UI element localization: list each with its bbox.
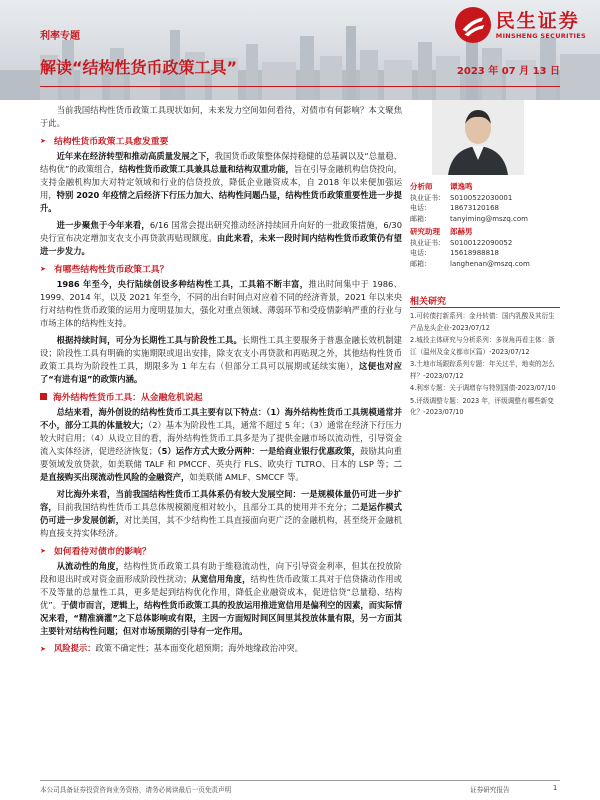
analyst-role-line: 分析师 谭逸鸣 — [410, 182, 473, 191]
analyst-email: 邮箱： langhenan@mszq.com — [410, 259, 530, 268]
related-research-title: 相关研究 — [410, 297, 447, 307]
paragraph: 总结来看，海外创设的结构性货币工具主要有以下特点：（1）海外结构性货币工具规模通常并不小，部分工具的体量较大；（2）基本为阶段性工具，通常不超过 5 年；（3）通常在经济下行压力较大时启用；（4）从设立目的看，海外结构性货币工具多是为了提供金融市场以流动性，引导资金流入实体经济，促进经济恢复；（5）运作方式大致分两种：一是给商业银行优惠政策，鼓励其向重要领域发放贷款，如美联储 TALF 和 PMCCF、英央行 FLS、欧央行 TLTRO、日本的 LSP 等；二是直接购买出现流动性风险的金融资产，如美联储 AMLF、SMCCF 等。 — [40, 407, 402, 482]
report-type: 利率专题 — [40, 31, 80, 42]
section-heading: 海外结构性货币工具：从金融危机说起 — [40, 390, 402, 403]
paragraph: 从流动性的角度，结构性货币政策工具有助于维稳流动性，向下引导资金利率，但其在投放阶段和退出时或对资金面形成阶段性扰动；从宽信用角度，结构性货币政策工具对于信贷撬动作用或不及等量的总量性工具，更多是起到结构优化作用，降低企业融资成本，促进信贷“总量稳、结构优”。于债市而言，逻辑上，结构性货币政策工具的投放运用推进宽信用是偏利空的因素，而实际情况来看，“精准滴灌”之下总体影响或有限，主因一方面短时间区间里其投放体量有限，另一方面其主要针对结构性问题；但对市场预期的引导有一定作用。 — [40, 561, 402, 636]
related-item[interactable]: 5.评级调整专题：2023 年，评级调整有哪些新变化？-2023/07/10 — [410, 396, 554, 416]
page-number: 1 — [553, 784, 558, 792]
related-item[interactable]: 1.可转债打新系列：金丹转债：国内乳酸及其衍生产品龙头企业-2023/07/12 — [410, 312, 555, 332]
minsheng-logo-icon — [454, 6, 492, 44]
section-heading: ➤ 如何看待对债市的影响？ — [40, 546, 151, 557]
arrow-icon: ➤ — [40, 264, 46, 273]
arrow-icon: ➤ — [40, 136, 46, 145]
analyst-photo — [432, 100, 524, 175]
analyst-phone: 电话： 18673120168 — [410, 204, 499, 212]
paragraph: 对比海外来看，当前我国结构性货币工具体系仍有较大发展空间：一是规模体量仍可进一步扩容，目前我国结构性货币工具总体规模额度相对较小，且部分工具的使用并不充分；二是运作模式仍可进一步发展创新，对比美国，其不少结构性工具直接面向更广泛的金融机构，甚至绕开金融机构直接支持实体经济。 — [40, 489, 402, 538]
section-heading: ➤ 结构性货币政策工具愈发重要 — [40, 136, 169, 147]
header-banner — [0, 0, 600, 100]
main-content — [40, 100, 402, 656]
related-divider — [410, 307, 560, 308]
header-divider — [40, 86, 560, 87]
report-date: 2023 年 07 月 13 日 — [456, 66, 560, 77]
paragraph: 近年来在经济转型和推动高质量发展之下，我国货币政策整体保持稳健的总基调以及“总量稳、结构优”的政策组合，结构性货币政策工具兼具总量和结构双重功能，旨在引导金融机构信贷投向，支持金融机构加大对特定领域和行业的信贷投放，降低企业融资成本，自 2018 年以来便加强运用，特别 2020 年疫情之后经济下行压力加大、结构性问题凸显，结构性货币政策重要性进一步提升。 — [40, 151, 402, 213]
analyst-phone: 电话： 15618988818 — [410, 249, 499, 257]
analyst-portrait-icon — [432, 100, 524, 175]
analyst-info — [410, 182, 560, 269]
analyst-role-line: 研究助理 郎赫男 — [410, 227, 473, 236]
page-title: 解读“结构性货币政策工具” — [40, 58, 238, 77]
paragraph: 进一步聚焦于今年来看，6/16 国常会提出研究推动经济持续回升向好的一批政策措施，6/30 央行宣布决定增加支农支小再贷款再贴现额度。由此来看，未来一段时间内结构性货币政策仍有望进一步发力。 — [40, 220, 402, 256]
section-heading: ➤ 有哪些结构性货币政策工具？ — [40, 264, 169, 275]
risk-warning: ➤ 风险提示：政策不确定性；基本面变化超预期；海外地缘政治冲突。 — [40, 642, 402, 656]
footer-divider — [40, 780, 560, 781]
related-research-list — [410, 311, 560, 420]
arrow-icon: ➤ — [40, 546, 46, 555]
analyst-cert: 执业证书： S0100522030001 — [410, 193, 513, 202]
minsheng-logo — [454, 6, 586, 44]
footer-disclaimer: 本公司具备证券投资咨询业务资格，请务必阅读最后一页免责声明 — [40, 786, 232, 794]
logo-chinese-text: 民生证券 — [495, 9, 580, 32]
analyst-cert: 执业证书： S0100122090052 — [410, 238, 513, 247]
arrow-icon: ➤ — [40, 645, 46, 653]
paragraph: 1986 年至今，央行陆续创设多种结构性工具，工具箱不断丰富，推出时间集中于 1986、1999、2014 年，以及 2021 年至今，不同的出台时间点对应着不同的经济背景，2021 年以来央行对结构性货币政策的运用力度明显加大，强化对重点领域、薄弱环节和受疫情影响严重的行业与市场主体的结构性支持。 — [40, 279, 402, 328]
related-item[interactable]: 4.利率专题：关于调增存与特别国债-2023/07/10 — [410, 384, 556, 392]
square-bullet-icon — [40, 393, 47, 400]
paragraph: 根据持续时间，可分为长期性工具与阶段性工具。长期性工具主要服务于普惠金融长效机制建设；阶段性工具有明确的实施期限或退出安排，除支农支小再贷款和再贴现之外，其他结构性货币政策工具均为阶段性工具，期限多为 1 年左右（但部分工具可以展期或延续实施），这便也对应了“有进有退”的政策内涵。 — [40, 335, 402, 384]
footer-label: 证券研究报告 — [470, 786, 510, 794]
related-item[interactable]: 2.城投主体研究与分析系列：多视角再看主体：浙江（温州及金义都市区篇）-2023/07/12 — [410, 336, 555, 356]
logo-english-text: MINSHENG SECURITIES — [495, 31, 586, 40]
related-item[interactable]: 3.土地市场跟踪系列专题：年关过半，地卖的怎么样？-2023/07/12 — [410, 360, 555, 380]
analyst-email: 邮箱： tanyiming@mszq.com — [410, 214, 528, 223]
intro-paragraph: 当前我国结构性货币政策工具现状如何，未来发力空间如何看待，对债市有何影响？本文聚焦于此。 — [40, 105, 402, 128]
